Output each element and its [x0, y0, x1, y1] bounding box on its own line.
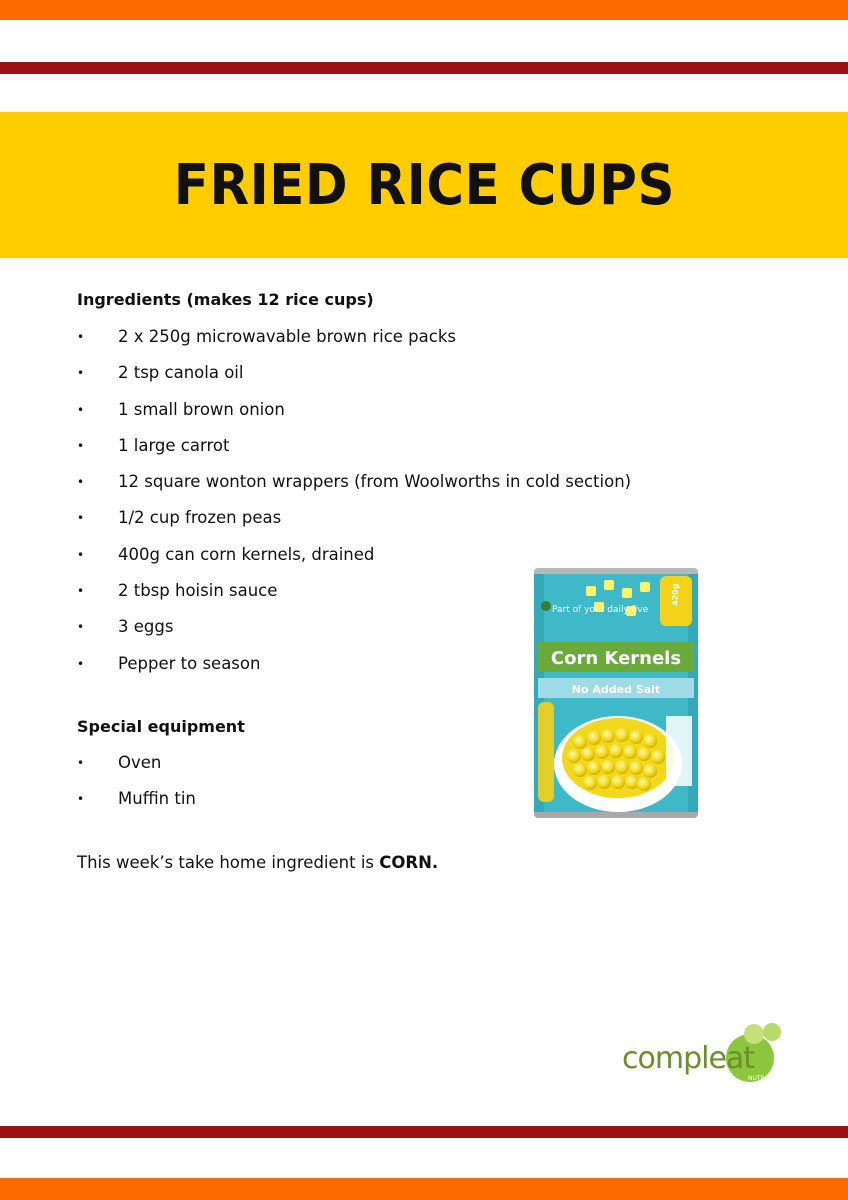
- list-item: • 1/2 cup frozen peas: [77, 508, 282, 528]
- list-item: • Muffin tin: [77, 789, 196, 809]
- equipment-heading: Special equipment: [77, 717, 245, 736]
- title-banner: [0, 112, 848, 258]
- take-home-ingredient: CORN.: [379, 853, 439, 872]
- equipment-list: [77, 753, 196, 826]
- list-item: • Pepper to season: [77, 653, 261, 673]
- bullet-icon: •: [77, 620, 85, 635]
- list-item: • 400g can corn kernels, drained: [77, 544, 375, 564]
- bullet-icon: •: [77, 584, 85, 599]
- list-item: • 2 x 250g microwavable brown rice packs: [77, 327, 456, 346]
- bullet-icon: •: [77, 547, 85, 562]
- can-product-name: Corn Kernels: [550, 648, 682, 669]
- can-tagline: Part of your daily five: [552, 605, 649, 615]
- bullet-icon: •: [77, 330, 85, 344]
- logo-wordmark: compleat: [622, 1041, 755, 1076]
- list-item: • 1 small brown onion: [77, 399, 285, 419]
- bullet-icon: •: [77, 756, 85, 770]
- bottom-orange-stripe: [0, 1178, 848, 1200]
- ingredients-heading: Ingredients (makes 12 rice cups): [77, 290, 374, 309]
- page-title: FRIED RICE CUPS: [173, 152, 675, 218]
- list-item: • 12 square wonton wrappers (from Woolworths in cold section): [77, 472, 632, 492]
- take-home-note: This week’s take home ingredient is CORN.: [77, 853, 439, 872]
- list-item: • 1 large carrot: [77, 435, 230, 455]
- list-item: • 3 eggs: [77, 617, 174, 637]
- bullet-icon: •: [77, 792, 85, 807]
- bullet-icon: •: [77, 511, 85, 526]
- top-red-stripe: [0, 62, 848, 74]
- corn-can-image: [530, 566, 702, 820]
- logo-subtitle: NUTRITION: [748, 1075, 782, 1082]
- bottom-red-stripe: [0, 1126, 848, 1138]
- bullet-icon: •: [77, 475, 85, 490]
- list-item: • 2 tbsp hoisin sauce: [77, 581, 278, 601]
- can-subtitle: No Added Salt: [571, 683, 661, 696]
- can-weight: 420g: [671, 583, 680, 606]
- bullet-icon: •: [77, 402, 85, 417]
- bullet-icon: •: [77, 438, 85, 453]
- bullet-icon: •: [77, 366, 85, 381]
- compleat-logo: [620, 1020, 790, 1092]
- list-item: • Oven: [77, 753, 162, 772]
- top-orange-stripe: [0, 0, 848, 20]
- list-item: • 2 tsp canola oil: [77, 363, 244, 383]
- bullet-icon: •: [77, 656, 85, 671]
